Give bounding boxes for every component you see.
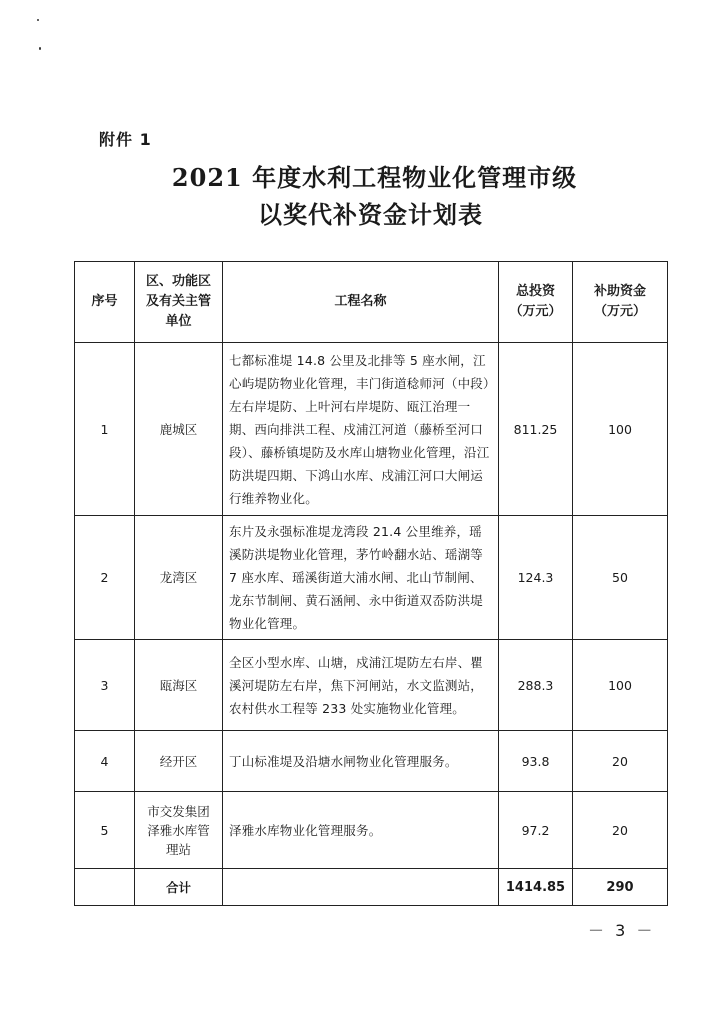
- total-label: 合计: [135, 869, 223, 906]
- scan-speck: [37, 19, 39, 21]
- table-row: [75, 731, 668, 792]
- row-subsidy: 20: [573, 792, 668, 869]
- row-subsidy: 100: [573, 640, 668, 731]
- table-row: [75, 516, 668, 640]
- row-project: 丁山标准堤及沿塘水闸物业化管理服务。: [223, 731, 499, 792]
- attachment-label: 附件 1: [99, 130, 152, 149]
- row-project: 泽雅水库物业化管理服务。: [223, 792, 499, 869]
- row-subsidy: 20: [573, 731, 668, 792]
- header-subsidy: 补助资金（万元）: [573, 262, 668, 343]
- header-seq: 序号: [75, 262, 135, 343]
- page-title-line-2: 以奖代补资金计划表: [258, 200, 483, 229]
- row-district: 龙湾区: [135, 516, 223, 640]
- total-project-empty: [223, 869, 499, 906]
- table-header-row: [75, 262, 668, 343]
- row-total-investment: 288.3: [499, 640, 573, 731]
- total-subsidy-sum: 290: [573, 869, 668, 906]
- row-project: 东片及永强标准堤龙湾段 21.4 公里维养，瑶溪防洪堤物业化管理，茅竹岭翻水站、瑶湖等 7 座水库、瑶溪街道大浦水闸、北山节制闸、龙东节制闸、黄石涵闸、永中街道双岙防洪堤物业化管理。: [223, 516, 499, 640]
- funding-plan-table: [74, 261, 668, 906]
- row-total-investment: 93.8: [499, 731, 573, 792]
- row-total-investment: 811.25: [499, 343, 573, 516]
- row-subsidy: 50: [573, 516, 668, 640]
- total-empty-cell: [75, 869, 135, 906]
- row-seq: 1: [75, 343, 135, 516]
- row-district: 鹿城区: [135, 343, 223, 516]
- table-row: [75, 640, 668, 731]
- total-row: [75, 869, 668, 906]
- table-row: [75, 343, 668, 516]
- row-district: 市交发集团泽雅水库管理站: [135, 792, 223, 869]
- row-total-investment: 124.3: [499, 516, 573, 640]
- page-number: － 3 －: [588, 921, 656, 940]
- row-total-investment: 97.2: [499, 792, 573, 869]
- header-project: 工程名称: [223, 262, 499, 343]
- row-project: 全区小型水库、山塘，戍浦江堤防左右岸、瞿溪河堤防左右岸，焦下河闸站，水文监测站，农村供水工程等 233 处实施物业化管理。: [223, 640, 499, 731]
- row-project: 七都标准堤 14.8 公里及北排等 5 座水闸，江心屿堤防物业化管理，丰门街道稔师河（中段）左右岸堤防、上叶河右岸堤防、瓯江治理一期、西向排洪工程、戍浦江河道（藤桥至河口段）、藤桥镇堤防及水库山塘物业化管理，沿江防洪堤四期、下鸿山水库、戍浦江河口大闸运行维养物业化。: [223, 343, 499, 516]
- header-total-investment: 总投资（万元）: [499, 262, 573, 343]
- page-title-line-1: 2021 年度水利工程物业化管理市级: [171, 163, 578, 192]
- row-subsidy: 100: [573, 343, 668, 516]
- header-district: 区、功能区及有关主管单位: [135, 262, 223, 343]
- row-district: 瓯海区: [135, 640, 223, 731]
- scan-speck: [39, 47, 41, 50]
- row-seq: 4: [75, 731, 135, 792]
- row-district: 经开区: [135, 731, 223, 792]
- row-seq: 3: [75, 640, 135, 731]
- row-seq: 2: [75, 516, 135, 640]
- table-row: [75, 792, 668, 869]
- total-investment-sum: 1414.85: [499, 869, 573, 906]
- row-seq: 5: [75, 792, 135, 869]
